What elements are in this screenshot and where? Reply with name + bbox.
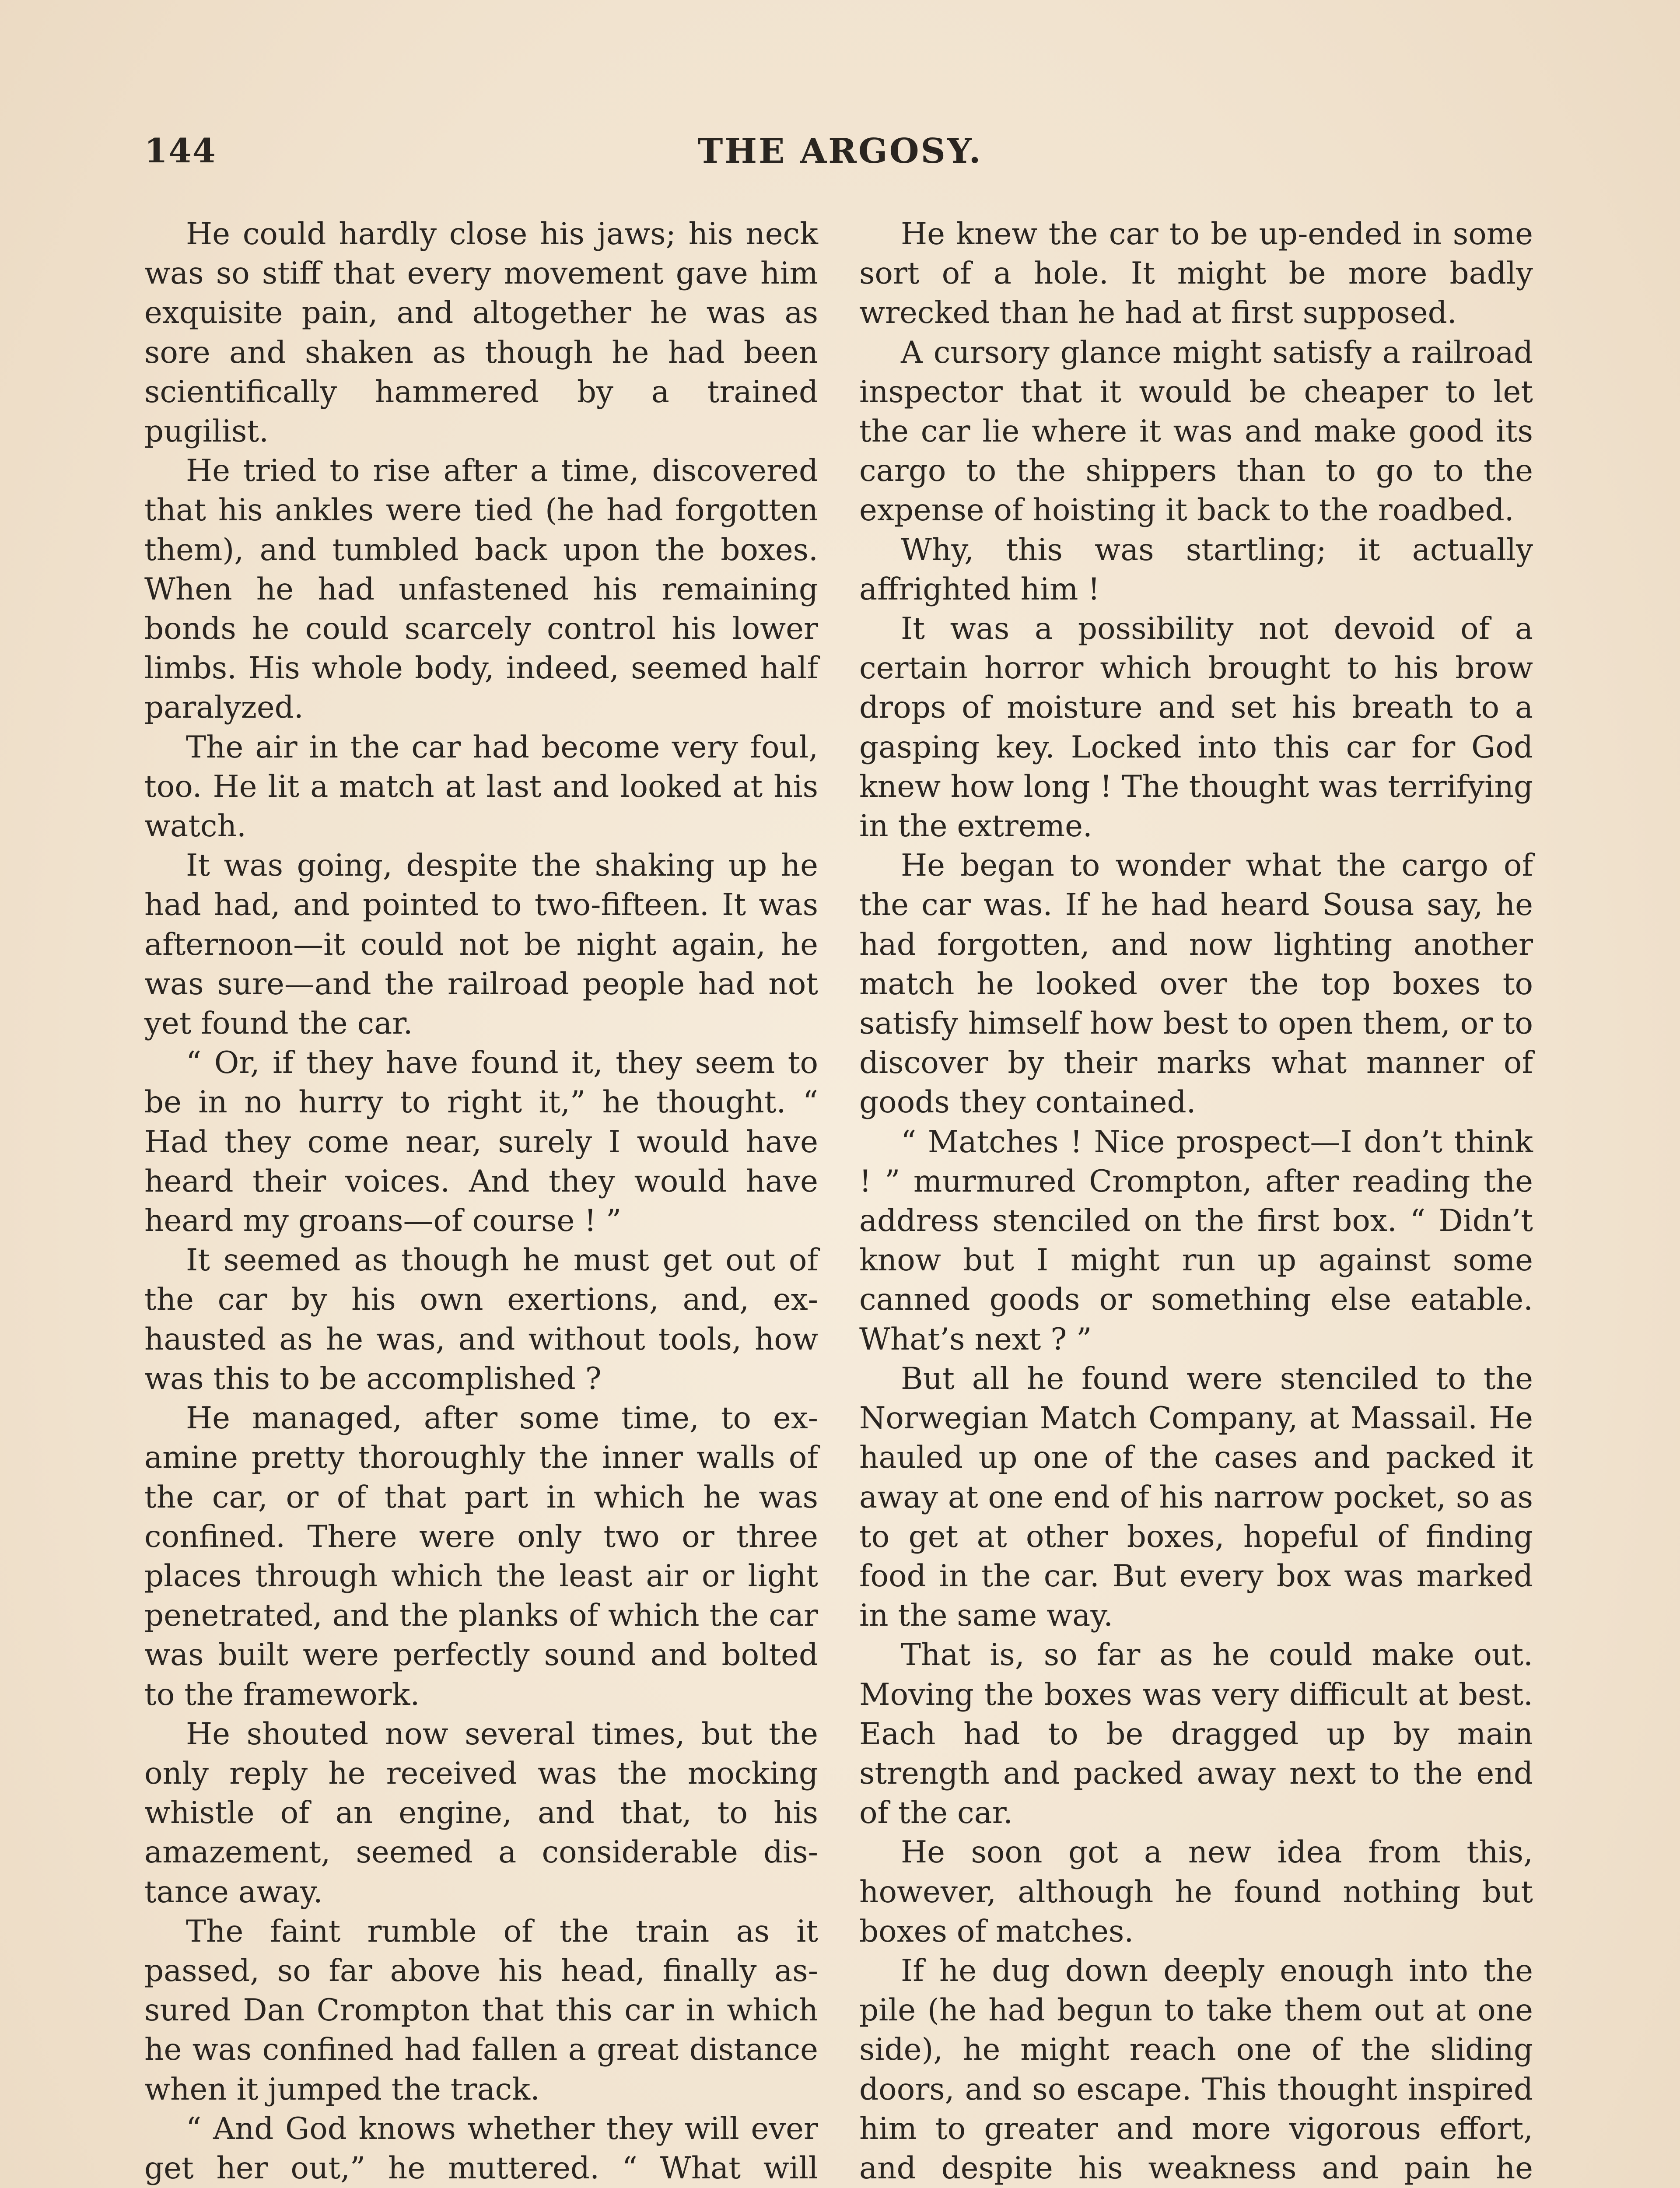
- paragraph: If he dug down deeply enough into the pile (he had begun to take them out at one side), he might reach one of the sliding doors, and so escape. This thought inspired him to greater and more vigorous effort, and despite his weakness and pain he: [859, 1953, 1533, 2186]
- paragraph: The air in the car had become very foul, too. He lit a match at last and looked at his watch.: [144, 729, 818, 844]
- paragraph: It was a possibility not devoid of a certain horror which brought to his brow drops of moisture and set his breath to a gasping key. Locked into this car for God knew how long ! The thought was terrifying in the extreme.: [859, 611, 1533, 844]
- paragraph: Why, this was startling; it actually affrighted him !: [859, 532, 1533, 607]
- paragraph: He knew the car to be up-ended in some sort of a hole. It might be more badly wrecked than he had at first supposed.: [859, 217, 1533, 331]
- running-title: THE ARGOSY.: [697, 131, 983, 171]
- text-column-right: [859, 214, 1533, 2188]
- paragraph: He managed, after some time, to examine pretty thoroughly the inner walls of the car, or of that part in which he was confined. There were only two or three places through which the least air or light penetrated, and the planks of which the car was built were perfectly sound and bolted to the framework.: [144, 1401, 818, 1712]
- paragraph: But all he found were stenciled to the Norwegian Match Company, at Massail. He hauled up one of the cases and packed it away at one end of his narrow pocket, so as to get at other boxes, hopeful of finding food in the car. But every box was marked in the same way.: [859, 1361, 1533, 1634]
- page-number: 144: [144, 131, 217, 170]
- paragraph: He could hardly close his jaws; his neck was so stiff that every movement gave him exquisite pain, and altogether he was as sore and shaken as though he had been scientifically hammered by a trained pugilist.: [144, 217, 818, 449]
- paragraph: The faint rumble of the train as it passed, so far above his head, finally assured Dan Crompton that this car in which he was confined had fallen a great distance when it jumped the track.: [144, 1914, 818, 2107]
- text-column-left: [144, 214, 818, 2188]
- paragraph: A cursory glance might satisfy a railroad inspector that it would be cheaper to let the car lie where it was and make good its cargo to the shippers than to go to the expense of hoisting it back to the roadbed.: [859, 335, 1533, 528]
- paragraph: He began to wonder what the cargo of the car was. If he had heard Sousa say, he had forgotten, and now lighting another match he looked over the top boxes to satisfy himself how best to open them, or to discover by their marks what manner of goods they contained.: [859, 848, 1533, 1120]
- paragraph: He shouted now several times, but the only reply he received was the mocking whistle of an engine, and that, to his amazement, seemed a considerable distance away.: [144, 1716, 818, 1910]
- paragraph: It seemed as though he must get out of the car by his own exertions, and, exhausted as he was, and without tools, how was this to be accomplished ?: [144, 1243, 818, 1396]
- paragraph: He tried to rise after a time, discovered that his ankles were tied (he had forgotten them), and tumbled back upon the boxes. When he had unfastened his remaining bonds he could scarcely control his lower limbs. His whole body, indeed, seemed half paralyzed.: [144, 453, 818, 726]
- paragraph: It was going, despite the shaking up he had had, and pointed to two-fifteen. It was afternoon—it could not be night again, he was sure—and the railroad people had not yet found the car.: [144, 848, 818, 1041]
- paragraph: That is, so far as he could make out. Moving the boxes was very difficult at best. Each had to be dragged up by main strength and packed away next to the end of the car.: [859, 1637, 1533, 1831]
- paragraph: “ And God knows whether they will ever get her out,” he muttered. “ What will: [144, 2111, 818, 2186]
- paragraph: He soon got a new idea from this, however, although he found nothing but boxes of matches.: [859, 1835, 1533, 1949]
- page-header: [144, 131, 1536, 184]
- paragraph: “ Matches ! Nice prospect—I don’t think ! ” murmured Crompton, after reading the address stenciled on the first box. “ Didn’t know but I might run up against some canned goods or something else eatable. What’s next ? ”: [859, 1124, 1533, 1357]
- paragraph: “ Or, if they have found it, they seem to be in no hurry to right it,” he thought. “ Had they come near, surely I would have heard their voices. And they would have heard my groans—of course ! ”: [144, 1045, 818, 1239]
